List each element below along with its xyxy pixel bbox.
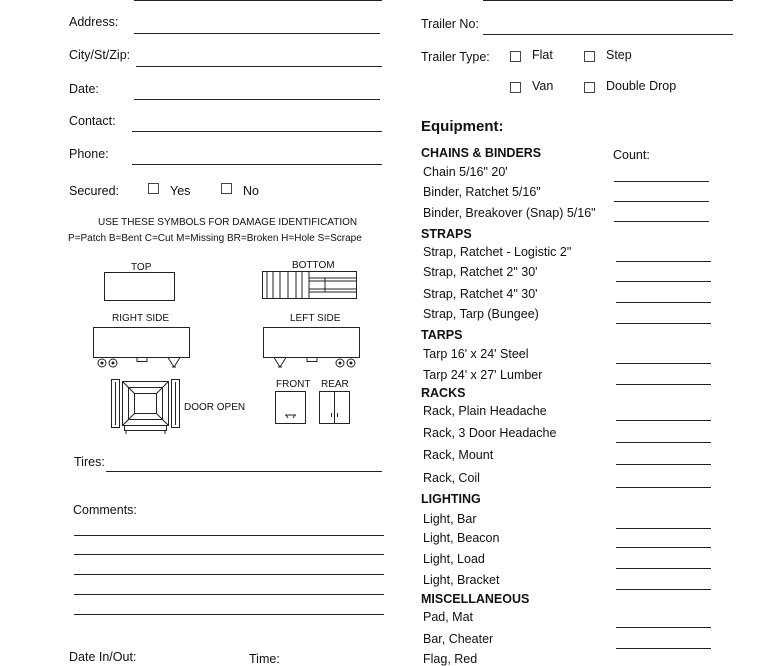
trailer-no-label: Trailer No: [421,17,479,31]
tires-field[interactable] [106,471,382,472]
count-rack-3door[interactable] [616,442,711,443]
item-rack-mount: Rack, Mount [423,448,494,462]
item-rack-plain: Rack, Plain Headache [423,404,547,418]
trailer-no-field[interactable] [483,34,733,35]
item-light-beacon: Light, Beacon [423,531,500,545]
count-rack-plain[interactable] [616,420,711,421]
count-strap-4[interactable] [616,302,711,303]
equipment-title: Equipment: [421,118,504,135]
type-step-checkbox[interactable] [584,51,595,62]
trailer-rear-diagram[interactable] [319,391,351,425]
city-field[interactable] [136,66,382,67]
count-light-bracket[interactable] [616,589,711,590]
section-straps: STRAPS [421,227,472,241]
phone-label: Phone: [69,147,109,161]
section-lighting: LIGHTING [421,492,481,506]
item-light-bracket: Light, Bracket [423,573,500,587]
address-field[interactable] [134,33,380,34]
count-rack-coil[interactable] [616,487,711,488]
item-strap-4: Strap, Ratchet 4" 30' [423,287,538,301]
count-tarp-lumber[interactable] [616,384,711,385]
diagram-bottom-label: BOTTOM [292,260,335,271]
comments-label: Comments: [73,503,137,517]
type-step-label: Step [606,48,632,62]
count-label: Count: [613,148,650,162]
secured-yes-checkbox[interactable] [148,183,159,194]
item-rack-coil: Rack, Coil [423,471,480,485]
item-strap-logistic: Strap, Ratchet - Logistic 2" [423,245,572,259]
count-pad-mat[interactable] [616,627,711,628]
item-flag-red: Flag, Red [423,652,478,666]
date-field[interactable] [134,99,380,100]
count-rack-mount[interactable] [616,464,711,465]
count-strap-logistic[interactable] [616,261,711,262]
comments-line-2[interactable] [74,554,384,555]
city-label: City/St/Zip: [69,48,131,62]
address-label: Address: [69,15,119,29]
count-chain[interactable] [614,181,709,182]
contact-field[interactable] [132,131,382,132]
diagram-top-label: TOP [131,262,152,273]
item-bar-cheater: Bar, Cheater [423,632,494,646]
section-tarps: TARPS [421,328,463,342]
count-tarp-steel[interactable] [616,363,711,364]
type-flat-checkbox[interactable] [510,51,521,62]
count-light-load[interactable] [616,568,711,569]
trailer-right-side-diagram[interactable] [92,326,192,370]
type-flat-label: Flat [532,48,553,62]
top-field-line[interactable] [134,0,382,1]
tires-label: Tires: [74,455,105,469]
count-binder-breakover[interactable] [614,221,709,222]
diagram-left-side-label: LEFT SIDE [290,313,341,324]
trailer-door-open-diagram[interactable] [108,378,182,436]
item-tarp-lumber: Tarp 24' x 27' Lumber [423,368,543,382]
secured-yes-label: Yes [170,184,191,198]
comments-line-3[interactable] [74,574,384,575]
type-van-label: Van [532,79,554,93]
trailer-front-diagram[interactable] [275,391,307,425]
type-double-drop-checkbox[interactable] [584,82,595,93]
date-inout-label: Date In/Out: [69,650,137,664]
comments-line-1[interactable] [74,535,384,536]
type-double-drop-label: Double Drop [606,79,677,93]
diagram-door-open-label: DOOR OPEN [184,402,246,413]
secured-no-label: No [243,184,259,198]
item-chain: Chain 5/16" 20' [423,165,508,179]
count-light-beacon[interactable] [616,547,711,548]
comments-line-4[interactable] [74,594,384,595]
item-strap-tarp: Strap, Tarp (Bungee) [423,307,539,321]
comments-line-5[interactable] [74,614,384,615]
trailer-bottom-view-diagram[interactable] [262,271,358,301]
item-binder-ratchet: Binder, Ratchet 5/16" [423,185,541,199]
item-light-load: Light, Load [423,552,485,566]
section-racks: RACKS [421,386,466,400]
time-label: Time: [249,652,280,666]
item-light-bar: Light, Bar [423,512,477,526]
diagram-right-side-label: RIGHT SIDE [112,313,170,324]
symbols-legend: P=Patch B=Bent C=Cut M=Missing BR=Broken H=Hole S=Scrape [68,233,362,244]
secured-label: Secured: [69,184,120,198]
item-pad-mat: Pad, Mat [423,610,474,624]
count-light-bar[interactable] [616,528,711,529]
count-strap-2[interactable] [616,281,711,282]
section-misc: MISCELLANEOUS [421,592,530,606]
count-strap-tarp[interactable] [616,323,711,324]
symbols-title: USE THESE SYMBOLS FOR DAMAGE IDENTIFICATION [98,217,358,228]
trailer-type-label: Trailer Type: [421,50,490,64]
item-tarp-steel: Tarp 16' x 24' Steel [423,347,529,361]
trailer-top-view-diagram[interactable] [104,272,176,302]
count-binder-ratchet[interactable] [614,201,709,202]
item-strap-2: Strap, Ratchet 2" 30' [423,265,538,279]
diagram-rear-label: REAR [321,379,349,390]
contact-label: Contact: [69,114,116,128]
item-rack-3door: Rack, 3 Door Headache [423,426,557,440]
diagram-front-label: FRONT [276,379,311,390]
type-van-checkbox[interactable] [510,82,521,93]
trailer-left-side-diagram[interactable] [262,326,362,370]
section-chains: CHAINS & BINDERS [421,146,542,160]
item-binder-breakover: Binder, Breakover (Snap) 5/16" [423,206,596,220]
count-bar-cheater[interactable] [616,648,711,649]
date-label: Date: [69,82,99,96]
secured-no-checkbox[interactable] [221,183,232,194]
phone-field[interactable] [132,164,382,165]
top-right-field-line[interactable] [483,0,733,1]
